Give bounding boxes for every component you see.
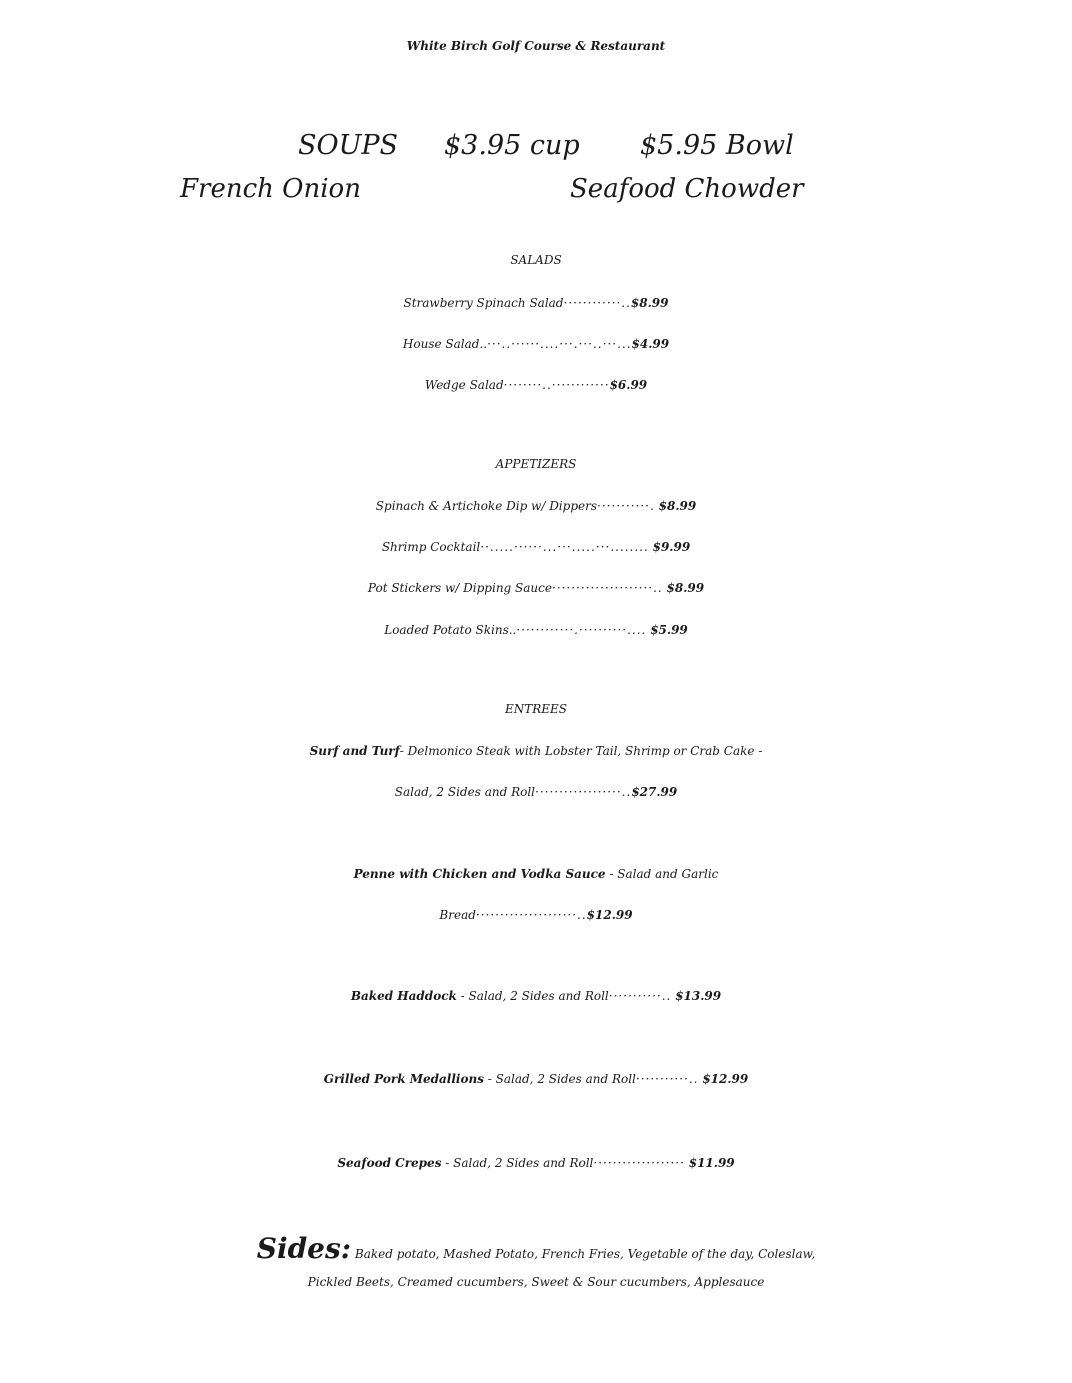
entree-desc: Salad, 2 Sides and Roll <box>394 785 536 799</box>
appetizers-heading: APPETIZERS <box>495 457 577 471</box>
sides-text: Pickled Beets, Creamed cucumbers, Sweet & Sour cucumbers, Applesauce <box>307 1275 765 1289</box>
item-price: $8.99 <box>658 499 697 513</box>
entree-desc: - Salad, 2 Sides and Roll <box>441 1156 594 1170</box>
item-name: Spinach & Artichoke Dip w/ Dippers <box>375 499 598 513</box>
item-dots: ············.··········.... <box>516 623 647 637</box>
soup-item: Seafood Chowder <box>570 174 804 204</box>
sides-line <box>0 1232 1072 1265</box>
item-price: $5.99 <box>650 623 688 637</box>
item-dots: ··.....······...···.....···........ <box>480 540 649 554</box>
item-dots: ········..············ <box>503 378 610 392</box>
menu-item <box>0 338 1072 350</box>
item-dots: ············.. <box>563 296 631 310</box>
soups-heading: SOUPS <box>298 130 399 161</box>
salads-heading: SALADS <box>510 253 562 267</box>
item-price: $13.99 <box>675 989 722 1003</box>
entree-desc: - Salad, 2 Sides and Roll <box>483 1072 636 1086</box>
item-price: $8.99 <box>666 581 705 595</box>
item-name: Pot Stickers w/ Dipping Sauce <box>367 581 552 595</box>
entrees-heading: ENTREES <box>504 702 568 716</box>
item-name: House Salad.. <box>402 337 488 351</box>
item-name: Wedge Salad <box>424 378 504 392</box>
item-price: $27.99 <box>631 785 678 799</box>
item-name: Strawberry Spinach Salad <box>403 296 564 310</box>
item-price: $12.99 <box>586 908 633 922</box>
entree-desc: - Salad and Garlic <box>605 867 719 881</box>
entree-name: Seafood Crepes <box>337 1156 442 1170</box>
sides-label: Sides: <box>256 1232 352 1265</box>
menu-item <box>0 500 1072 512</box>
entree-desc: - Salad, 2 Sides and Roll <box>456 989 609 1003</box>
item-dots: ···········.. <box>608 989 672 1003</box>
entree-name: Surf and Turf <box>309 744 400 758</box>
item-name: Shrimp Cocktail <box>381 540 481 554</box>
entree-desc: Bread <box>439 908 476 922</box>
entree-desc: - Delmonico Steak with Lobster Tail, Shrimp or Crab Cake - <box>399 744 763 758</box>
item-dots: ··················.. <box>535 785 632 799</box>
entree-line <box>0 745 1072 757</box>
menu-item <box>0 297 1072 309</box>
entree-name: Grilled Pork Medallions <box>323 1072 484 1086</box>
entree-line <box>0 786 1072 798</box>
menu-item <box>0 582 1072 594</box>
item-price: $6.99 <box>609 378 648 392</box>
menu-item <box>0 541 1072 553</box>
item-price: $11.99 <box>688 1156 735 1170</box>
soup-item: French Onion <box>180 174 361 204</box>
item-dots: ·····················.. <box>551 581 663 595</box>
item-price: $9.99 <box>652 540 691 554</box>
item-price: $4.99 <box>631 337 670 351</box>
soups-cup-price: $3.95 cup <box>444 130 580 161</box>
sides-text: Baked potato, Mashed Potato, French Fries, Vegetable of the day, Coleslaw, <box>351 1247 816 1261</box>
item-price: $12.99 <box>702 1072 749 1086</box>
item-dots: ···..······....···.···..···... <box>487 337 632 351</box>
entree-line <box>0 1157 1072 1169</box>
item-dots: ···········. <box>597 499 655 513</box>
item-dots: ···········.. <box>635 1072 699 1086</box>
entree-line <box>0 990 1072 1002</box>
entree-line <box>0 1073 1072 1085</box>
item-price: $8.99 <box>630 296 669 310</box>
entree-line <box>0 909 1072 921</box>
sides-line <box>0 1276 1072 1288</box>
item-name: Loaded Potato Skins.. <box>384 623 517 637</box>
restaurant-title: White Birch Golf Course & Restaurant <box>406 39 666 53</box>
soups-bowl-price: $5.95 Bowl <box>640 130 794 161</box>
menu-item <box>0 624 1072 636</box>
item-dots: ·····················.. <box>475 908 587 922</box>
menu-item <box>0 379 1072 391</box>
entree-name: Baked Haddock <box>350 989 457 1003</box>
entree-line <box>0 868 1072 880</box>
item-dots: ··················· <box>593 1156 685 1170</box>
entree-name: Penne with Chicken and Vodka Sauce <box>353 867 606 881</box>
